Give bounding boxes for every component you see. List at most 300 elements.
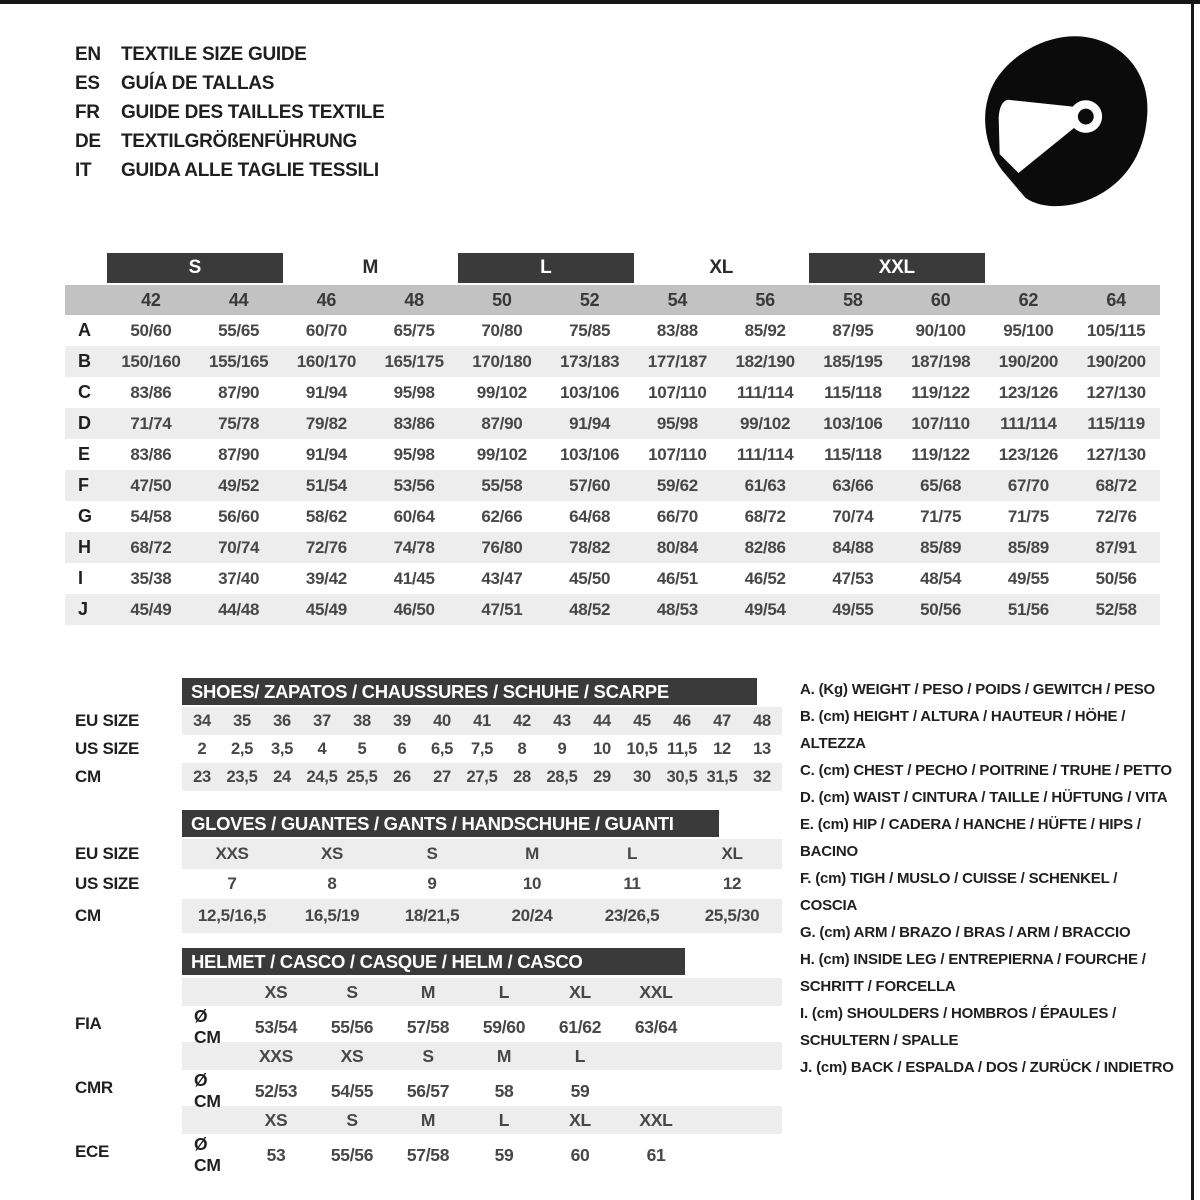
table-cell: 84/88: [832, 537, 874, 557]
row-label-eu-size: EU SIZE: [75, 844, 140, 863]
table-cell: 91/94: [305, 444, 347, 464]
table-cell: 95/100: [1003, 320, 1054, 340]
size-row: [182, 707, 782, 735]
size-cell: L: [626, 844, 638, 863]
table-cell: 173/183: [559, 351, 620, 371]
size-number: 56: [755, 289, 775, 310]
standard-label-ece: ECE: [75, 1142, 110, 1161]
row-letter: C: [78, 382, 91, 402]
legend-item: J. (cm) BACK / ESPALDA / DOS / ZURÜCK / INDIETRO: [800, 1059, 1174, 1076]
table-cell: 83/86: [130, 382, 172, 402]
helmet-size-value: 59/60: [482, 1016, 526, 1037]
table-cell: 45/49: [130, 599, 172, 619]
helmet-size-label: M: [496, 1045, 512, 1066]
legend-item: I. (cm) SHOULDERS / HOMBROS / ÉPAULES / SCHULTERN / SPALLE: [800, 1005, 1117, 1049]
table-cell: 99/102: [476, 382, 527, 402]
table-cell: 187/198: [910, 351, 971, 371]
table-cell: 43/47: [481, 568, 523, 588]
helmet-size-value: 61/62: [558, 1016, 602, 1037]
table-cell: 45/50: [569, 568, 611, 588]
language-title: GUIDA ALLE TAGLIE TESSILI: [121, 159, 379, 181]
table-cell: 53/56: [393, 475, 435, 495]
helmet-size-label: S: [422, 1045, 434, 1066]
size-number: 48: [404, 289, 424, 310]
helmet-size-label: XL: [569, 1109, 591, 1130]
table-cell: 50/56: [1095, 568, 1137, 588]
table-cell: 35/38: [130, 568, 172, 588]
size-group-m: M: [362, 257, 379, 278]
size-cell: 9: [557, 739, 567, 758]
size-cell: 10,5: [626, 739, 658, 758]
table-row-e: [65, 439, 1160, 470]
size-row: [182, 735, 782, 763]
size-cell: 44: [593, 711, 611, 730]
table-cell: 61/63: [744, 475, 786, 495]
size-number: 46: [316, 289, 337, 310]
language-row: [75, 127, 384, 156]
table-cell: 37/40: [218, 568, 260, 588]
size-row: [182, 899, 782, 933]
top-border-line: [0, 0, 1200, 4]
table-cell: 107/110: [911, 413, 970, 433]
table-cell: 185/195: [823, 351, 883, 371]
size-cell: 5: [357, 739, 367, 758]
size-cell: 45: [633, 711, 651, 730]
size-number: 58: [843, 289, 863, 310]
table-cell: 59/62: [656, 475, 698, 495]
table-cell: 63/66: [832, 475, 874, 495]
language-row: [75, 69, 384, 98]
size-cell: 10: [593, 739, 611, 758]
legend-item: B. (cm) HEIGHT / ALTURA / HAUTEUR / HÖHE / ALTEZZA: [800, 708, 1126, 752]
table-cell: 46/52: [744, 568, 786, 588]
table-cell: 71/75: [920, 506, 962, 526]
table-cell: 91/94: [305, 382, 347, 402]
row-letter: F: [78, 475, 89, 495]
size-number-spacer: [65, 285, 107, 315]
size-number: 44: [228, 289, 249, 310]
size-cell: 46: [673, 711, 691, 730]
helmet-size-value: 61: [646, 1144, 666, 1165]
legend-item: E. (cm) HIP / CADERA / HANCHE / HÜFTE / HIPS / BACINO: [800, 816, 1141, 860]
size-cell: 24: [273, 767, 291, 786]
legend-item: C. (cm) CHEST / PECHO / POITRINE / TRUHE / PETTO: [800, 762, 1172, 779]
helmet-size-value: 58: [494, 1080, 514, 1101]
table-cell: 83/86: [393, 413, 435, 433]
language-title: GUIDE DES TAILLES TEXTILE: [121, 101, 385, 123]
table-cell: 49/54: [744, 599, 786, 619]
row-letter: A: [78, 320, 91, 340]
table-cell: 48/53: [656, 599, 698, 619]
right-border-line: [1191, 0, 1194, 1200]
size-cell: 40: [433, 711, 451, 730]
table-cell: 44/48: [218, 599, 260, 619]
row-letter: H: [78, 537, 91, 557]
table-cell: 50/56: [920, 599, 962, 619]
size-cell: 8: [517, 739, 527, 758]
table-cell: 70/74: [832, 506, 874, 526]
table-cell: 75/85: [569, 320, 611, 340]
table-cell: 87/91: [1095, 537, 1137, 557]
size-number: 50: [492, 289, 512, 310]
size-cell: M: [525, 844, 539, 863]
table-cell: 52/58: [1095, 599, 1137, 619]
table-cell: 45/49: [305, 599, 347, 619]
helmet-size-value: 53: [266, 1144, 286, 1165]
table-cell: 49/52: [218, 475, 260, 495]
table-cell: 51/54: [305, 475, 347, 495]
helmet-size-value: 52/53: [254, 1080, 298, 1101]
table-cell: 68/72: [1095, 475, 1137, 495]
helmet-size-label: XL: [569, 981, 591, 1002]
size-cell: XS: [320, 844, 344, 863]
language-code: FR: [75, 101, 100, 123]
table-cell: 71/75: [1007, 506, 1049, 526]
table-cell: 70/80: [481, 320, 523, 340]
size-cell: XL: [721, 844, 743, 863]
helmet-diameter-unit: Ø CM: [194, 1070, 221, 1111]
size-cell: 7: [227, 874, 237, 893]
table-cell: 70/74: [218, 537, 260, 557]
size-group-s: S: [107, 253, 283, 283]
row-letter: E: [78, 444, 90, 464]
row-label-cm: CM: [75, 906, 101, 925]
size-cell: 8: [327, 874, 337, 893]
table-cell: 99/102: [476, 444, 527, 464]
helmet-size-label: L: [498, 981, 510, 1002]
size-cell: 32: [753, 767, 771, 786]
size-number: 62: [1018, 289, 1039, 310]
helmet-size-value: 54/55: [330, 1080, 374, 1101]
table-cell: 85/92: [744, 320, 786, 340]
table-cell: 76/80: [481, 537, 523, 557]
table-cell: 48/54: [920, 568, 962, 588]
helmet-unit-spacer: [182, 1106, 238, 1134]
size-cell: 23,5: [226, 767, 258, 786]
table-row-a: [65, 315, 1160, 346]
legend-item: H. (cm) INSIDE LEG / ENTREPIERNA / FOURCHE / SCHRITT / FORCELLA: [800, 951, 1146, 995]
table-cell: 150/160: [121, 351, 181, 371]
helmet-size-label: XS: [340, 1045, 364, 1066]
table-cell: 182/190: [735, 351, 795, 371]
helmet-size-label: L: [574, 1045, 586, 1066]
table-row-b: [65, 346, 1160, 377]
table-cell: 78/82: [569, 537, 611, 557]
table-cell: 107/110: [648, 382, 707, 402]
table-cell: 68/72: [130, 537, 172, 557]
language-code: IT: [75, 159, 92, 181]
size-cell: 6: [397, 739, 407, 758]
size-cell: 35: [233, 711, 251, 730]
language-code: DE: [75, 130, 101, 152]
table-cell: 50/60: [130, 320, 172, 340]
table-cell: 119/122: [911, 444, 970, 464]
size-cell: 11: [623, 874, 641, 893]
language-code: ES: [75, 72, 100, 94]
size-cell: 27: [433, 767, 451, 786]
table-cell: 99/102: [740, 413, 791, 433]
table-cell: 48/52: [569, 599, 611, 619]
legend-item: D. (cm) WAIST / CINTURA / TAILLE / HÜFTUNG / VITA: [800, 789, 1168, 806]
size-cell: 41: [473, 711, 491, 730]
helmet-size-label: L: [498, 1109, 510, 1130]
table-row-g: [65, 501, 1160, 532]
table-cell: 160/170: [296, 351, 357, 371]
helmet-size-value: 56/57: [406, 1080, 450, 1101]
helmet-values-row: [182, 1134, 782, 1175]
table-cell: 165/175: [384, 351, 444, 371]
table-cell: 65/68: [920, 475, 962, 495]
table-cell: 49/55: [832, 599, 874, 619]
table-cell: 190/200: [998, 351, 1059, 371]
helmet-size-label: XS: [264, 1109, 288, 1130]
size-cell: 28: [513, 767, 531, 786]
helmet-sizes-row: [182, 1106, 782, 1134]
table-cell: 60/70: [305, 320, 347, 340]
size-cell: 7,5: [470, 739, 494, 758]
table-cell: 87/95: [832, 320, 874, 340]
size-cell: 43: [553, 711, 571, 730]
textile-size-group-header: [65, 253, 1160, 283]
measurement-legend: [800, 676, 1178, 1081]
table-cell: 79/82: [305, 413, 347, 433]
table-cell: 75/78: [218, 413, 260, 433]
table-cell: 83/88: [656, 320, 698, 340]
table-cell: 39/42: [305, 568, 347, 588]
table-cell: 82/86: [744, 537, 786, 557]
table-cell: 68/72: [744, 506, 786, 526]
table-cell: 85/89: [920, 537, 962, 557]
size-cell: 28,5: [546, 767, 578, 786]
helmet-size-label: XXS: [258, 1045, 294, 1066]
legend-item: G. (cm) ARM / BRAZO / BRAS / ARM / BRACCIO: [800, 924, 1131, 941]
table-row-i: [65, 563, 1160, 594]
standard-label-fia: FIA: [75, 1014, 102, 1033]
size-cell: 30,5: [666, 767, 698, 786]
table-cell: 41/45: [393, 568, 435, 588]
table-cell: 55/65: [218, 320, 260, 340]
table-cell: 119/122: [911, 382, 970, 402]
helmet-diameter-unit: Ø CM: [194, 1134, 221, 1175]
table-cell: 65/75: [393, 320, 435, 340]
standard-label-cmr: CMR: [75, 1078, 113, 1097]
size-cell: 30: [633, 767, 651, 786]
size-cell: 4: [317, 739, 327, 758]
size-row: [182, 869, 782, 899]
shoes-section-header: SHOES/ ZAPATOS / CHAUSSURES / SCHUHE / SCARPE: [182, 678, 757, 705]
row-letter: D: [78, 413, 91, 433]
size-cell: 31,5: [706, 767, 738, 786]
size-cell: 13: [753, 739, 771, 758]
table-cell: 87/90: [218, 444, 260, 464]
row-label-us-size: US SIZE: [75, 739, 140, 758]
table-cell: 111/114: [736, 382, 794, 402]
language-title: TEXTILGRÖßENFÜHRUNG: [121, 130, 358, 152]
gloves-size-table: [182, 839, 782, 933]
size-row: [182, 763, 782, 791]
size-cell: 25,5: [346, 767, 378, 786]
table-cell: 190/200: [1086, 351, 1146, 371]
table-cell: 46/51: [656, 568, 698, 588]
size-cell: 24,5: [306, 767, 338, 786]
table-cell: 177/187: [647, 351, 708, 371]
size-cell: 23: [193, 767, 211, 786]
table-cell: 55/58: [481, 475, 523, 495]
helmet-unit-spacer: [182, 1042, 238, 1070]
size-cell: 2,5: [230, 739, 254, 758]
table-row-c: [65, 377, 1160, 408]
legend-item: A. (Kg) WEIGHT / PESO / POIDS / GEWITCH / PESO: [800, 681, 1155, 698]
size-cell: 16,5/19: [304, 906, 360, 925]
helmet-size-value: 55/56: [330, 1144, 374, 1165]
size-number: 52: [579, 289, 600, 310]
helmet-size-value: 57/58: [406, 1144, 450, 1165]
size-cell: 27,5: [466, 767, 498, 786]
language-title: GUÍA DE TALLAS: [121, 72, 275, 94]
textile-measurement-table: [65, 315, 1160, 625]
table-cell: 51/56: [1007, 599, 1049, 619]
row-letter: G: [78, 506, 92, 526]
language-code: EN: [75, 43, 101, 65]
table-cell: 47/51: [481, 599, 523, 619]
helmet-size-value: 53/54: [254, 1016, 298, 1037]
size-cell: 20/24: [511, 906, 553, 925]
language-title-list: [75, 40, 384, 185]
size-cell: 37: [313, 711, 331, 730]
table-cell: 87/90: [481, 413, 523, 433]
table-cell: 87/90: [218, 382, 260, 402]
size-number: 54: [667, 289, 688, 310]
size-cell: 11,5: [666, 739, 697, 758]
size-cell: 48: [753, 711, 771, 730]
table-cell: 107/110: [648, 444, 707, 464]
size-number: 64: [1106, 289, 1126, 310]
size-cell: 2: [197, 739, 207, 758]
size-cell: 6,5: [430, 739, 454, 758]
table-cell: 90/100: [915, 320, 966, 340]
table-cell: 72/76: [305, 537, 347, 557]
table-cell: 83/86: [130, 444, 172, 464]
table-cell: 57/60: [569, 475, 611, 495]
table-cell: 105/115: [1086, 320, 1146, 340]
table-cell: 72/76: [1095, 506, 1137, 526]
helmet-size-value: 59: [494, 1144, 514, 1165]
size-cell: 25,5/30: [704, 906, 760, 925]
helmet-size-value: 60: [570, 1144, 590, 1165]
language-title: TEXTILE SIZE GUIDE: [121, 43, 307, 65]
shoes-size-table: [182, 707, 782, 791]
size-group-xxl: XXL: [809, 253, 985, 283]
table-cell: 103/106: [559, 382, 620, 402]
table-cell: 123/126: [998, 382, 1059, 402]
size-group-l: L: [458, 253, 634, 283]
helmet-size-label: S: [346, 1109, 358, 1130]
table-cell: 49/55: [1007, 568, 1049, 588]
helmet-size-table: [182, 978, 782, 1175]
table-cell: 80/84: [656, 537, 698, 557]
table-cell: 74/78: [393, 537, 435, 557]
table-cell: 115/118: [824, 382, 882, 402]
table-cell: 64/68: [569, 506, 611, 526]
helmet-size-label: M: [420, 1109, 436, 1130]
size-cell: 38: [353, 711, 371, 730]
row-letter: I: [78, 568, 83, 588]
table-cell: 123/126: [998, 444, 1059, 464]
row-letter: J: [78, 599, 88, 619]
size-cell: 10: [522, 874, 542, 893]
table-cell: 46/50: [393, 599, 435, 619]
racing-helmet-icon: [966, 24, 1164, 218]
textile-size-number-bar: [65, 285, 1160, 315]
table-cell: 56/60: [218, 506, 260, 526]
helmet-size-value: 59: [570, 1080, 590, 1101]
table-cell: 66/70: [656, 506, 698, 526]
size-cell: 39: [393, 711, 411, 730]
helmet-size-value: 55/56: [330, 1016, 374, 1037]
row-label-cm: CM: [75, 767, 101, 786]
table-cell: 155/165: [208, 351, 269, 371]
table-cell: 67/70: [1007, 475, 1049, 495]
table-cell: 62/66: [481, 506, 523, 526]
table-cell: 103/106: [823, 413, 883, 433]
table-cell: 85/89: [1007, 537, 1049, 557]
helmet-values-row: [182, 1006, 782, 1047]
size-cell: 12: [722, 874, 742, 893]
table-cell: 95/98: [656, 413, 698, 433]
size-row: [182, 839, 782, 869]
table-cell: 115/119: [1087, 413, 1145, 433]
table-row-f: [65, 470, 1160, 501]
helmet-size-label: XXL: [639, 981, 673, 1002]
language-row: [75, 98, 384, 127]
table-cell: 47/50: [130, 475, 172, 495]
size-cell: 42: [513, 711, 531, 730]
helmet-size-label: S: [346, 981, 358, 1002]
size-cell: 36: [273, 711, 291, 730]
helmet-sizes-row: [182, 978, 782, 1006]
size-cell: 23/26,5: [604, 906, 660, 925]
size-cell: 18/21,5: [404, 906, 460, 925]
table-row-j: [65, 594, 1160, 625]
helmet-unit-spacer: [182, 978, 238, 1006]
table-cell: 95/98: [393, 444, 435, 464]
gloves-section-header: GLOVES / GUANTES / GANTS / HANDSCHUHE / GUANTI: [182, 810, 719, 837]
table-cell: 47/53: [832, 568, 874, 588]
row-label-us-size: US SIZE: [75, 874, 140, 893]
helmet-size-label: M: [420, 981, 436, 1002]
table-cell: 60/64: [393, 506, 435, 526]
row-letter: B: [78, 351, 91, 371]
size-cell: 26: [393, 767, 411, 786]
size-cell: XXS: [215, 844, 249, 863]
size-cell: 3,5: [270, 739, 294, 758]
table-row-d: [65, 408, 1160, 439]
helmet-diameter-unit: Ø CM: [194, 1006, 221, 1047]
size-cell: 12: [713, 739, 731, 758]
language-row: [75, 40, 384, 69]
size-cell: 34: [193, 711, 211, 730]
table-cell: 170/180: [472, 351, 532, 371]
helmet-section-header: HELMET / CASCO / CASQUE / HELM / CASCO: [182, 948, 685, 975]
helmet-size-value: 57/58: [406, 1016, 450, 1037]
helmet-size-label: XS: [264, 981, 288, 1002]
table-cell: 115/118: [824, 444, 882, 464]
helmet-size-value: 63/64: [634, 1016, 678, 1037]
size-cell: 29: [593, 767, 611, 786]
size-cell: 9: [427, 874, 437, 893]
table-cell: 103/106: [559, 444, 620, 464]
table-cell: 127/130: [1086, 382, 1146, 402]
